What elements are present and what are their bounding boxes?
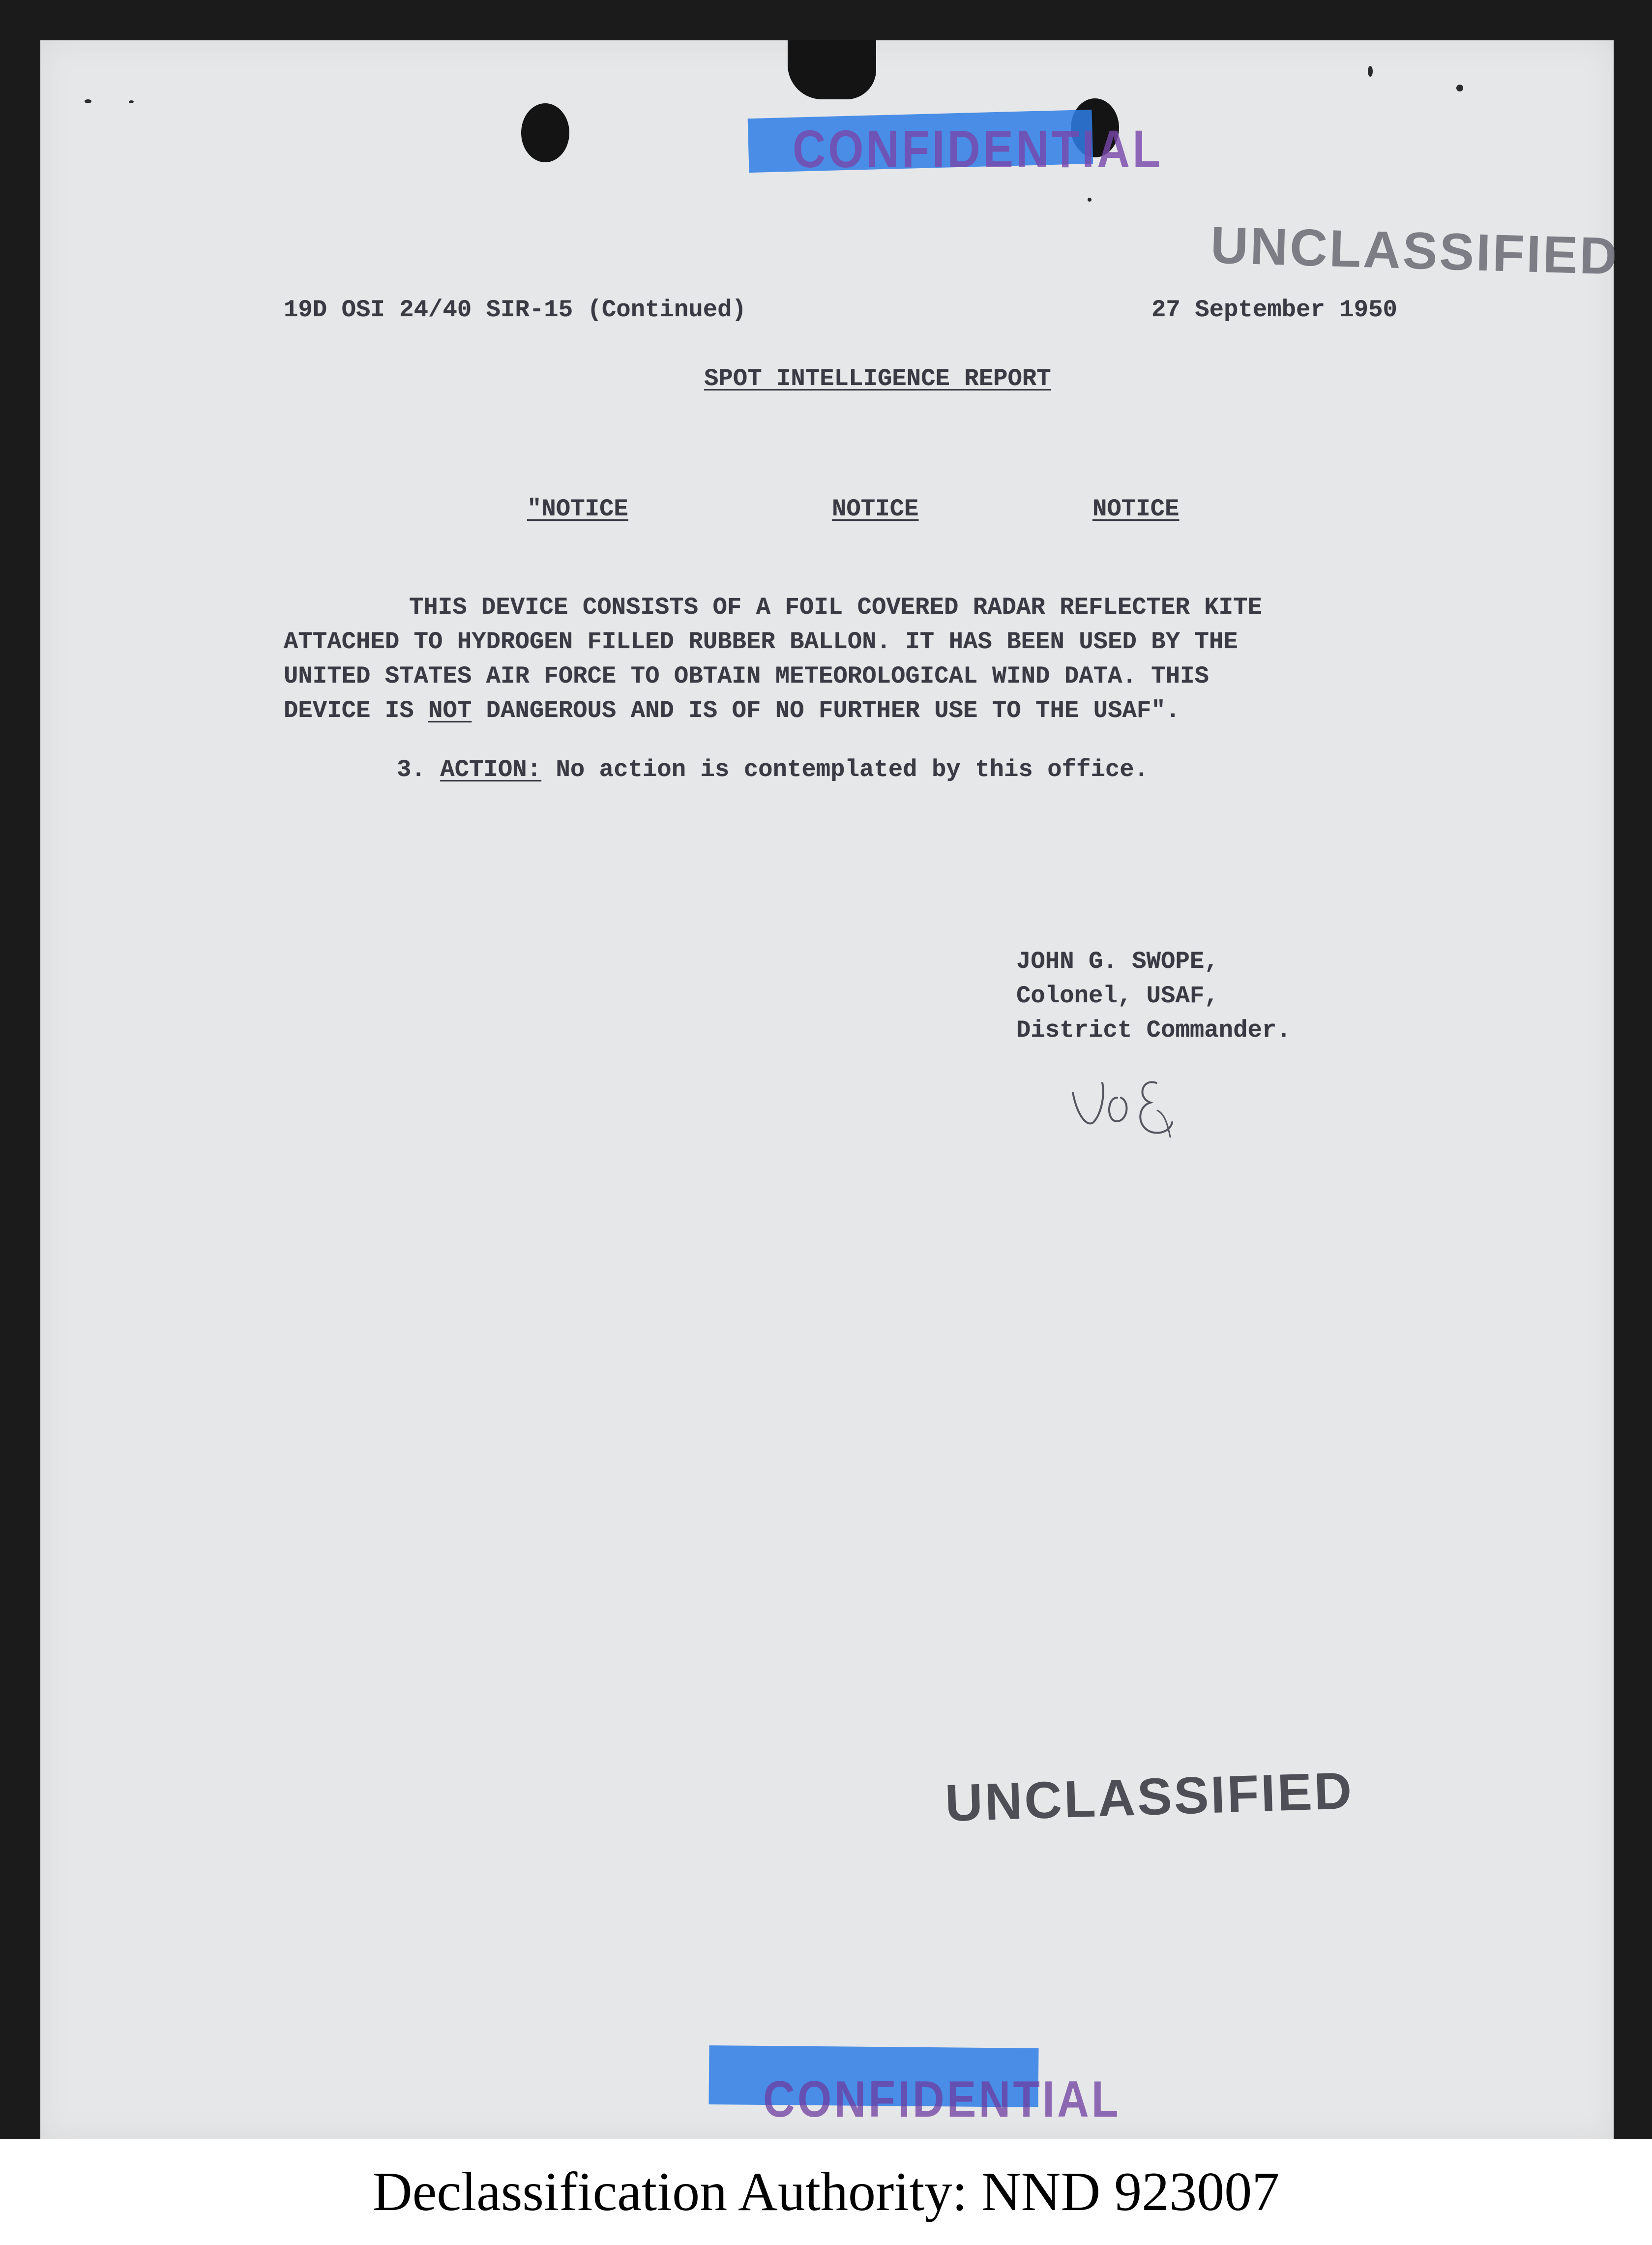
notice-body-line: UNITED STATES AIR FORCE TO OBTAIN METEOROLOGICAL WIND DATA. THIS <box>284 662 1209 690</box>
report-reference: 19D OSI 24/40 SIR-15 (Continued) <box>284 296 746 324</box>
notice-heading: NOTICE <box>832 495 919 523</box>
confidential-stamp-top: CONFIDENTIAL <box>793 119 1163 179</box>
body-text: DANGEROUS AND IS OF NO FURTHER USE TO THE USAF". <box>472 697 1180 724</box>
notice-heading: "NOTICE <box>527 495 628 523</box>
notice-body-line: ATTACHED TO HYDROGEN FILLED RUBBER BALLON. IT HAS BEEN USED BY THE <box>284 628 1238 656</box>
paper-speck <box>129 100 134 103</box>
action-text: No action is contemplated by this office. <box>556 756 1149 783</box>
paper-speck <box>1368 66 1373 77</box>
body-text: DEVICE IS <box>284 697 429 724</box>
action-paragraph <box>397 756 1149 783</box>
document-page <box>40 40 1620 2139</box>
report-title: SPOT INTELLIGENCE REPORT <box>704 365 1051 392</box>
declassification-footer: Declassification Authority: NND 923007 <box>0 2139 1652 2245</box>
paper-speck <box>1456 85 1463 91</box>
notice-heading: NOTICE <box>1092 495 1180 523</box>
signature-rank: Colonel, USAF, <box>1016 982 1219 1010</box>
paper-speck <box>1088 198 1092 202</box>
paper-speck <box>85 99 91 103</box>
notice-body-line: THIS DEVICE CONSISTS OF A FOIL COVERED RADAR REFLECTER KITE <box>409 594 1262 621</box>
action-label: ACTION: <box>440 756 542 783</box>
confidential-stamp-bottom: CONFIDENTIAL <box>763 2071 1121 2128</box>
signature-name: JOHN G. SWOPE, <box>1016 948 1219 975</box>
unclassified-stamp-top: UNCLASSIFIED <box>1210 216 1620 286</box>
binder-notch <box>788 40 876 99</box>
unclassified-stamp-bottom: UNCLASSIFIED <box>944 1761 1355 1833</box>
handwritten-initials <box>1063 1063 1191 1147</box>
punch-hole-left <box>521 103 569 162</box>
emphasis-not: NOT <box>428 697 472 724</box>
signature-title: District Commander. <box>1016 1017 1291 1044</box>
paragraph-number: 3. <box>397 756 426 783</box>
notice-body-line <box>284 697 1180 724</box>
report-date: 27 September 1950 <box>1151 296 1397 324</box>
